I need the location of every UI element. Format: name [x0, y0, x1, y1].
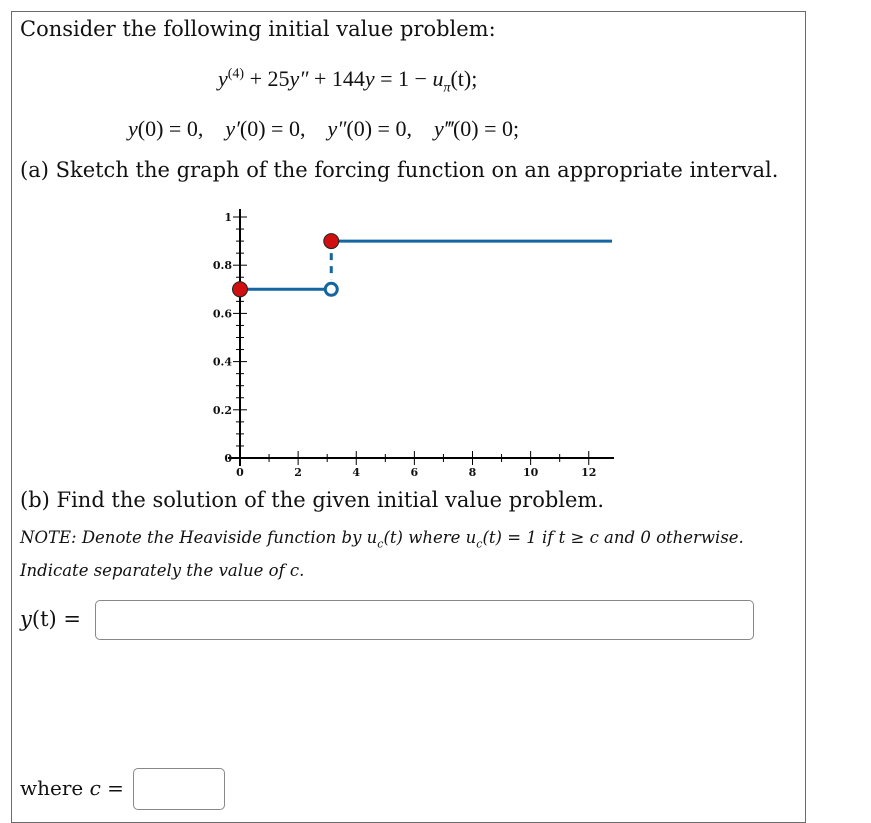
y-tick-label: 0.8	[212, 259, 232, 273]
initial-condition: y‴(0) = 0;	[433, 116, 520, 141]
y-tick-label: 0.6	[212, 307, 232, 321]
filled-point	[324, 234, 339, 249]
y-tick-label: 1	[224, 211, 232, 224]
solution-label: y(t) =	[20, 607, 81, 631]
initial-conditions	[128, 116, 519, 142]
x-tick-label: 8	[468, 466, 477, 479]
c-value-input[interactable]	[133, 768, 225, 810]
filled-point	[233, 282, 248, 297]
heaviside-note: NOTE: Denote the Heaviside function by $u_c(t)$ where $u_c(t) = 1$ if t ≥ c and 0 otherwise. Indicate separately the value of c.	[20, 528, 744, 581]
solution-input[interactable]	[95, 600, 754, 640]
y-tick-label: 0.2	[212, 403, 232, 417]
part-b-label: (b) Find the solution of the given initial value problem.	[20, 488, 605, 512]
x-tick-label: 2	[294, 466, 302, 479]
c-value-label: where c =	[20, 776, 124, 800]
forcing-function-chart[interactable]	[200, 200, 640, 485]
x-tick-label: 4	[352, 466, 361, 479]
x-tick-label: 6	[410, 466, 419, 479]
x-tick-label: 10	[522, 466, 539, 479]
initial-condition: y(0) = 0,	[128, 116, 204, 141]
ode-equation: $y^{(4)} + 25y'' + 144y = 1 - u_\pi(t)$;	[218, 66, 478, 96]
problem-intro: Consider the following initial value problem:	[20, 17, 496, 41]
part-a-label: (a) Sketch the graph of the forcing function on an appropriate interval.	[20, 158, 779, 182]
x-tick-label: 0	[236, 466, 244, 479]
x-tick-label: 12	[581, 466, 597, 479]
y-tick-label: 0	[224, 452, 232, 465]
open-point	[325, 283, 337, 295]
y-tick-label: 0.4	[212, 355, 232, 369]
initial-condition: y″(0) = 0,	[327, 116, 412, 141]
initial-condition: y′(0) = 0,	[225, 116, 306, 141]
